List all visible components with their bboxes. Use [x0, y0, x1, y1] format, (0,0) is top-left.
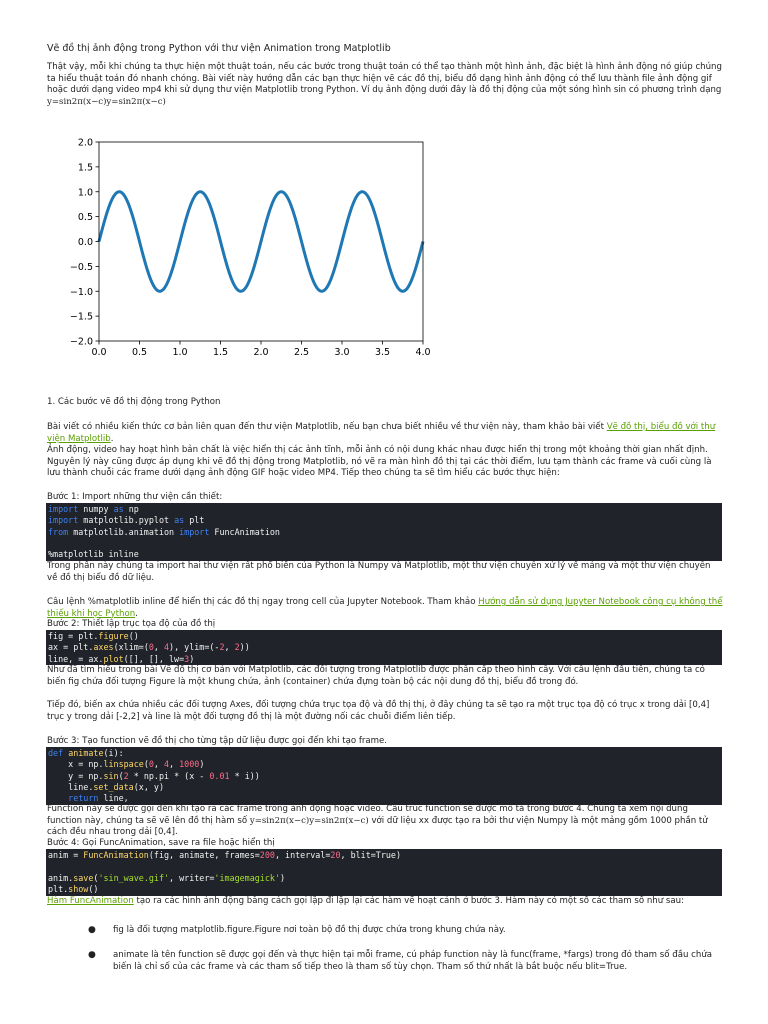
step-4-label: Bước 4: Gọi FuncAnimation, save ra file hoặc hiển thị — [47, 838, 275, 848]
y-tick-label: 0.5 — [77, 212, 93, 224]
code-line: plt.show() — [48, 883, 99, 894]
section-1-end: . — [110, 433, 114, 444]
code-line: line, = ax.plot([], [], lw=3) — [48, 653, 195, 664]
section-1-paragraph-1 — [47, 422, 723, 480]
intro-text: Thật vậy, mỗi khi chúng ta thực hiện một thuật toán, nếu các bước trong thuật toán có thể tạo thành một hình ảnh, đặc biệt là hình ảnh động nó giúp chúng ta hiểu thuật toán đó nhanh chóng. Bài viết này hướng dẫn các bạn thực hiện vẽ các đồ thị, biểu đồ dạng hình ảnh động có thể lưu thành file ảnh động gif hoặc dưới dạng video mp4 khi sử dụng thư viện Matplotlib trong Python. Ví dụ ảnh động dưới đây là đồ thị động của một sóng hình sin có phương trình dạng — [47, 62, 722, 95]
step-3-explanation — [47, 804, 723, 839]
code-line: ax = plt.axes(xlim=(0, 4), ylim=(-2, 2)) — [48, 642, 250, 653]
x-tick-label: 4.0 — [415, 347, 431, 358]
step-3-text-b: với dữ liệu xx được tạo ra bởi thư viện Numpy là một mảng gồm 1000 phần tử cách đều nhau trong dải [0,4]. — [47, 815, 708, 837]
y-tick-label: −1.5 — [69, 311, 93, 323]
step-2-explanation-1: Như đã tìm hiểu trong bài Vẽ đồ thị cơ bản với Matplotlib, các đối tượng trong Matplotlib được phân cấp theo hình cây. Với câu lệnh đầu tiên, chúng ta có biến fig chứa đối tượng Figure là một khung chứa, ảnh (container) chứa đựng toàn bộ các nội dung đồ thị, biểu đồ trong đó. — [47, 665, 705, 687]
code-line: from matplotlib.animation import FuncAnimation — [48, 526, 280, 537]
code-block-axes — [46, 630, 722, 665]
article-title: Vẽ đồ thị ảnh động trong Python với thư viện Animation trong Matplotlib — [47, 43, 391, 54]
intro-formula: y=sin2π(x−c)y=sin2π(x−c) — [47, 96, 166, 107]
code-line: anim.save('sin_wave.gif', writer='imagemagick') — [48, 872, 286, 883]
step-3-text-a: Function này sẽ được gọi đến khi tạo ra các frame trong ảnh động hoặc video. Cấu trúc function sẽ được mô tả trong bước 4. Chúng ta xem nội dung function này, chúng ta sẽ vẽ lên đồ thị hàm số — [47, 804, 688, 826]
code-line: y = np.sin(2 * np.pi * (x - 0.01 * i)) — [48, 770, 260, 781]
code-line: import numpy as np — [48, 504, 139, 514]
sine-series-line — [99, 192, 423, 292]
magic-text: Câu lệnh %matplotlib inline để hiển thị các đồ thị ngay trong cell của Jupyter Notebook. Tham khảo — [47, 597, 479, 607]
code-line: %matplotlib inline — [48, 549, 139, 560]
y-tick-label: −1.0 — [69, 286, 93, 298]
jupyter-guide-link[interactable]: Hướng dẫn sử dụng Jupyter Notebook công cụ không thể thiếu khi học Python — [47, 597, 723, 619]
magic-paragraph — [47, 597, 723, 620]
magic-end: . — [135, 608, 138, 619]
y-tick-label: 1.0 — [77, 187, 93, 199]
code-block-animate-function — [46, 747, 722, 805]
y-tick-label: 0.0 — [77, 237, 93, 248]
matplotlib-article-link[interactable]: Vẽ đồ thị, biểu đồ với thư viện Matplotlib — [47, 422, 716, 444]
code-line: line.set_data(x, y) — [48, 781, 164, 792]
section-1-heading: 1. Các bước vẽ đồ thị động trong Python — [47, 397, 221, 407]
code-line — [48, 538, 720, 549]
code-line: import matplotlib.pyplot as plt — [48, 515, 205, 526]
x-tick-label: 0.0 — [91, 347, 107, 358]
step-4-text: tạo ra các hình ảnh động bằng cách gọi lặp đi lặp lại các hàm vẽ hoạt cảnh ở bước 3. Hàm này có một số các tham số như sau: — [133, 896, 685, 906]
bullet-icon: ● — [88, 950, 96, 960]
y-tick-label: 2.0 — [77, 137, 93, 149]
step-1-label: Bước 1: Import những thư viện cần thiết: — [47, 492, 223, 502]
code-block-funcanimation — [46, 849, 722, 896]
bullet-icon: ● — [88, 925, 96, 935]
x-tick-label: 0.5 — [131, 347, 148, 358]
code-line: anim = FuncAnimation(fig, animate, frames=200, interval=20, blit=True) — [48, 850, 402, 860]
x-tick-label: 1.0 — [172, 347, 188, 358]
section-1-text: Bài viết có nhiều kiến thức cơ bản liên quan đến thư viện Matplotlib, nếu bạn chưa biết nhiều về thư viện này, tham khảo bài viết — [47, 422, 607, 432]
intro-paragraph — [47, 62, 723, 108]
x-tick-label: 2.5 — [293, 347, 310, 358]
code-block-imports — [46, 503, 722, 561]
code-line: return line, — [68, 793, 129, 804]
step-4-explanation — [47, 896, 723, 908]
y-tick-label: 1.5 — [77, 162, 93, 174]
funcanimation-link[interactable]: Hàm FuncAnimation — [47, 896, 134, 906]
step-3-formula: y=sin2π(x−c)y=sin2π(x−c) — [249, 815, 369, 826]
step-3-label: Bước 3: Tạo function vẽ đồ thị cho từng tập dữ liệu được gọi đến khi tạo frame. — [47, 736, 388, 746]
step-2-label: Bước 2: Thiết lập trục tọa độ của đồ thị — [47, 619, 216, 629]
sine-wave-chart — [60, 130, 440, 360]
x-tick-label: 3.0 — [334, 347, 350, 358]
x-tick-label: 3.5 — [374, 347, 391, 358]
x-tick-label: 1.5 — [212, 347, 229, 358]
step-2-explanation-2: Tiếp đó, biến ax chứa nhiều các đối tượng Axes, đối tượng chứa trục tọa độ và đồ thị thị, ở đây chúng ta sẽ tạo ra một trục tọa độ có trục x trong dải [0,4] trục y trong dải [-2,2] và line là một đối tượng đồ thị là một đường nối các chuỗi điểm liên tiếp. — [47, 700, 710, 722]
y-tick-label: −0.5 — [69, 261, 93, 273]
section-1-paragraph-2: Ảnh động, video hay hoạt hình bản chất là việc hiển thị các ảnh tĩnh, mỗi ảnh có nội dung khác nhau được hiển thị trong một khoảng thời gian nhất định. Nguyên lý này cũng được áp dụng khi vẽ đồ thị động trong Matplotlib, nó vẽ ra màn hình đồ thị tại các thời điểm, lưu tạm thành các frame và cuối cùng là lưu thành chuỗi các frame dưới dạng ảnh động GIF hoặc video MP4. Tiếp theo chúng ta sẽ tìm hiểu các bước thực hiện: — [47, 445, 712, 478]
bullet-item-animate: animate là tên function sẽ được gọi đến và thực hiện tại mỗi frame, cú pháp function này là func(frame, *fargs) trong đó tham số đầu chứa biến là chỉ số của các frame và các tham số tiếp theo là tham số tùy chọn. Tham số thứ nhất là bắt buộc nếu blit=True. — [113, 950, 713, 972]
bullet-item-fig: fig là đối tượng matplotlib.figure.Figure nơi toàn bộ đồ thị được chứa trong khung chứa này. — [113, 925, 506, 935]
code-line: x = np.linspace(0, 4, 1000) — [48, 759, 205, 770]
y-tick-label: −2.0 — [69, 336, 93, 348]
step-1-explanation: Trong phần này chúng ta import hai thư viện rất phổ biến của Python là Numpy và Matplotlib, một thư viện chuyên xử lý về mảng và một thư viện chuyên về đồ thị biểu đồ dữ liệu. — [47, 561, 711, 583]
code-line: fig = plt.figure() — [48, 631, 139, 641]
code-line — [48, 861, 720, 872]
code-line: def animate(i): — [48, 748, 124, 758]
x-tick-label: 2.0 — [253, 347, 269, 358]
